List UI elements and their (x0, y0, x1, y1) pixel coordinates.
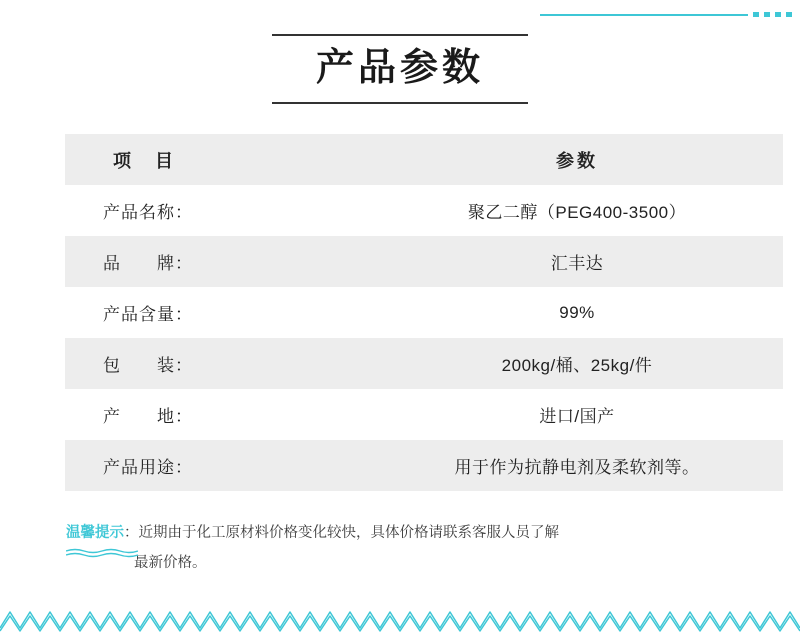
dot-icon (775, 12, 781, 17)
row-value-content: 99% (559, 302, 595, 322)
bottom-wave-decoration (0, 606, 800, 632)
title-block (0, 34, 800, 104)
dot-icon (786, 12, 792, 17)
row-label-origin: 产 地： (103, 407, 193, 426)
top-decoration-dots (753, 12, 792, 17)
table-row (65, 236, 783, 287)
table-row (65, 287, 783, 338)
row-value-brand: 汇丰达 (550, 254, 604, 273)
row-value-packaging: 200kg/桶、25kg/件 (501, 356, 653, 375)
note-line-2: 最新价格。 (134, 555, 207, 571)
row-label-brand: 品 牌： (103, 254, 193, 273)
row-label-packaging: 包 装： (103, 356, 193, 375)
dot-icon (753, 12, 759, 17)
row-label-product-name: 产品名称： (103, 203, 193, 222)
note-text-1: ：近期由于化工原材料价格变化较快，具体价格请联系客服人员了解 (124, 525, 559, 541)
dot-icon (764, 12, 770, 17)
title-rule-bottom (272, 102, 528, 104)
header-cell-item: 项 目 (113, 150, 176, 171)
table-row (65, 389, 783, 440)
top-decoration (500, 10, 800, 22)
table-row (65, 185, 783, 236)
table-header-row (65, 134, 783, 185)
specification-table (65, 134, 783, 491)
note-block (66, 518, 738, 578)
table-row (65, 338, 783, 389)
row-value-origin: 进口/国产 (539, 407, 615, 426)
page-title: 产品参数 (315, 47, 484, 89)
row-value-usage: 用于作为抗静电剂及柔软剂等。 (454, 458, 700, 477)
header-cell-value: 参数 (556, 150, 598, 171)
top-decoration-line (540, 14, 748, 16)
note-underline-decoration (66, 548, 138, 558)
row-label-content: 产品含量： (103, 305, 193, 324)
row-label-usage: 产品用途： (103, 458, 193, 477)
note-label: 温馨提示 (66, 525, 124, 541)
table-row (65, 440, 783, 491)
note-line-1 (66, 518, 738, 548)
row-value-product-name: 聚乙二醇（PEG400-3500） (467, 203, 687, 222)
